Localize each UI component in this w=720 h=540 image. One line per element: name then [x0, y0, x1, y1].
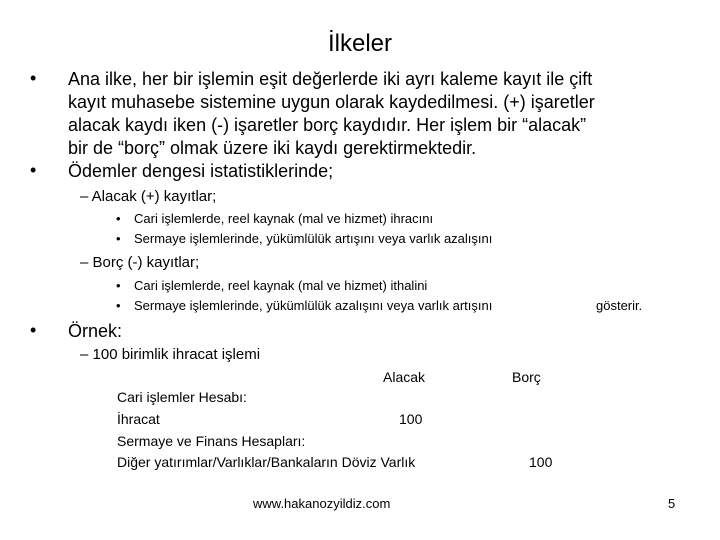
export-label: İhracat: [117, 411, 160, 427]
col-credit: Alacak: [383, 369, 426, 385]
page-number: 5: [668, 496, 676, 511]
footer-website: www.hakanozyildiz.com: [253, 496, 391, 511]
principle-line-4: bir de “borç” olmak üzere iki kaydı gerektirmektedir.: [68, 138, 477, 158]
bullet-marker: •: [30, 320, 37, 340]
other-investments-label: Diğer yatırımlar/Varlıklar/Bankaların Döviz Varlık: [117, 454, 416, 470]
export-value: 100: [399, 411, 423, 427]
bullet-marker: •: [116, 231, 121, 246]
capital-accounts-label: Sermaye ve Finans Hesapları:: [117, 433, 306, 449]
credit-item-1: Cari işlemlerde, reel kaynak (mal ve hizmet) ihracını: [134, 211, 434, 226]
bullet-marker: •: [116, 211, 121, 226]
shows-text: gösterir.: [596, 298, 643, 313]
slide-title: İlkeler: [327, 30, 393, 57]
principle-line-2: kayıt muhasebe sistemine uygun olarak kaydedilmesi. (+) işaretler: [68, 92, 595, 112]
current-accounts-label: Cari işlemler Hesabı:: [117, 389, 247, 405]
example-header: – 100 birimlik ihracat işlemi: [80, 346, 261, 363]
principle-line-1: Ana ilke, her bir işlemin eşit değerlerde iki ayrı kaleme kayıt ile çift: [68, 69, 593, 89]
credit-item-2: Sermaye işlemlerinde, yükümlülük artışını veya varlık azalışını: [134, 231, 493, 246]
debit-item-2: Sermaye işlemlerinde, yükümlülük azalışını veya varlık artışını: [134, 298, 493, 313]
bop-text: Ödemler dengesi istatistiklerinde;: [68, 161, 334, 181]
bullet-marker: •: [116, 278, 121, 293]
col-debit: Borç: [512, 369, 541, 385]
principle-line-3: alacak kaydı iken (-) işaretler borç kaydıdır. Her işlem bir “alacak”: [68, 115, 587, 135]
debit-header: – Borç (-) kayıtlar;: [80, 254, 200, 271]
credit-header: – Alacak (+) kayıtlar;: [80, 188, 217, 205]
bullet-marker: •: [30, 68, 37, 88]
example-label: Örnek:: [68, 321, 123, 341]
bullet-marker: •: [116, 298, 121, 313]
other-value: 100: [529, 454, 553, 470]
bullet-marker: •: [30, 160, 37, 180]
debit-item-1: Cari işlemlerde, reel kaynak (mal ve hizmet) ithalini: [134, 278, 428, 293]
